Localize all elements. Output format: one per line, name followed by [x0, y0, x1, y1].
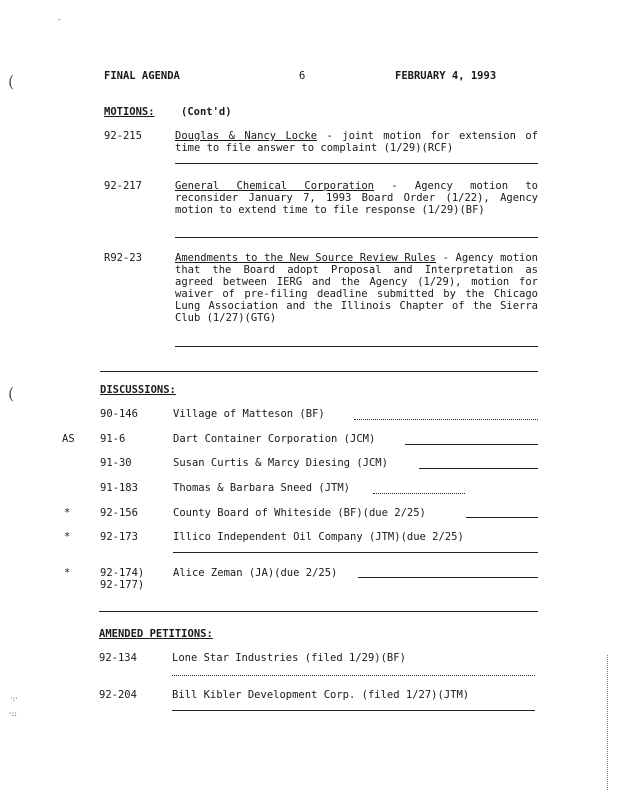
motion-title: General Chemical Corporation — [175, 180, 374, 192]
motion-title: Amendments to the New Source Review Rules — [175, 252, 436, 264]
petition-text: Bill Kibler Development Corp. (filed 1/27)(JTM) — [172, 689, 470, 701]
discussion-text: County Board of Whiteside (BF)(due 2/25) — [173, 507, 426, 519]
section-divider — [100, 371, 538, 372]
motion-number: R92-23 — [104, 252, 142, 264]
margin-speck: ·:: — [9, 709, 17, 718]
margin-speck: - — [58, 15, 61, 24]
divider — [405, 444, 538, 445]
divider — [172, 710, 535, 711]
divider — [373, 493, 465, 494]
petition-text: Lone Star Industries (filed 1/29)(BF) — [172, 652, 406, 664]
discussion-number: 92-156 — [100, 507, 138, 519]
petition-number: 92-204 — [99, 689, 137, 701]
margin-mark: ( — [8, 72, 15, 91]
margin-speck: ·:· — [10, 694, 18, 703]
motions-contd: (Cont'd) — [181, 106, 232, 118]
motion-text: - Agency motion to reconsider January 7, 1993 Board Order (1/22), Agency motion to extend time to file response (1/29)(BF) — [175, 180, 538, 216]
discussion-number: 91-183 — [100, 482, 138, 494]
discussion-text: Alice Zeman (JA)(due 2/25) — [173, 567, 338, 579]
discussion-mark: * — [64, 507, 71, 519]
discussion-text: Thomas & Barbara Sneed (JTM) — [173, 482, 351, 494]
divider — [175, 346, 538, 347]
motion-title: Douglas & Nancy Locke — [175, 130, 318, 142]
divider — [175, 237, 538, 238]
agenda-date: FEBRUARY 4, 1993 — [395, 70, 497, 82]
agenda-title: FINAL AGENDA — [104, 70, 180, 82]
divider — [466, 517, 538, 518]
divider — [173, 552, 538, 553]
discussion-text: Illico Independent Oil Company (JTM)(due 2/25) — [173, 531, 464, 543]
petition-number: 92-134 — [99, 652, 137, 664]
motions-heading: MOTIONS: — [104, 106, 155, 118]
motion-description — [175, 130, 538, 154]
motion-description — [175, 180, 538, 216]
divider — [419, 468, 538, 469]
divider — [354, 419, 538, 420]
discussion-number: 92-173 — [100, 531, 138, 543]
motion-number: 92-217 — [104, 180, 142, 192]
discussion-mark: AS — [62, 433, 75, 445]
discussion-text: Susan Curtis & Marcy Diesing (JCM) — [173, 457, 388, 469]
right-edge-artifact — [607, 655, 608, 790]
divider — [175, 163, 538, 164]
discussion-number: 91-6 — [100, 433, 126, 445]
page-number: 6 — [299, 70, 306, 82]
discussion-number: 91-30 — [100, 457, 132, 469]
divider — [172, 675, 535, 676]
motion-number: 92-215 — [104, 130, 142, 142]
discussion-mark: * — [64, 531, 71, 543]
motion-text: - Agency motion that the Board adopt Proposal and Interpretation as agreed between IERG and the Agency (1/29), motion for waiver of pre-filing deadline submitted by the Chicago Lung Association and the Illinois Chapter of the Sierra Club (1/27)(GTG) — [175, 252, 538, 324]
motion-description — [175, 252, 538, 324]
amended-petitions-heading: AMENDED PETITIONS: — [99, 628, 213, 640]
discussion-mark: * — [64, 567, 71, 579]
discussion-number-2: 92-177) — [100, 579, 145, 591]
motion-text: - joint motion for extension of time to file answer to complaint (1/29)(RCF) — [175, 130, 538, 154]
discussion-number: 90-146 — [100, 408, 138, 420]
discussions-heading: DISCUSSIONS: — [100, 384, 176, 396]
margin-mark: ( — [8, 384, 15, 403]
section-divider — [99, 611, 538, 612]
discussion-text: Village of Matteson (BF) — [173, 408, 325, 420]
divider — [358, 577, 538, 578]
discussion-text: Dart Container Corporation (JCM) — [173, 433, 376, 445]
discussion-number: 92-174) — [100, 567, 145, 579]
